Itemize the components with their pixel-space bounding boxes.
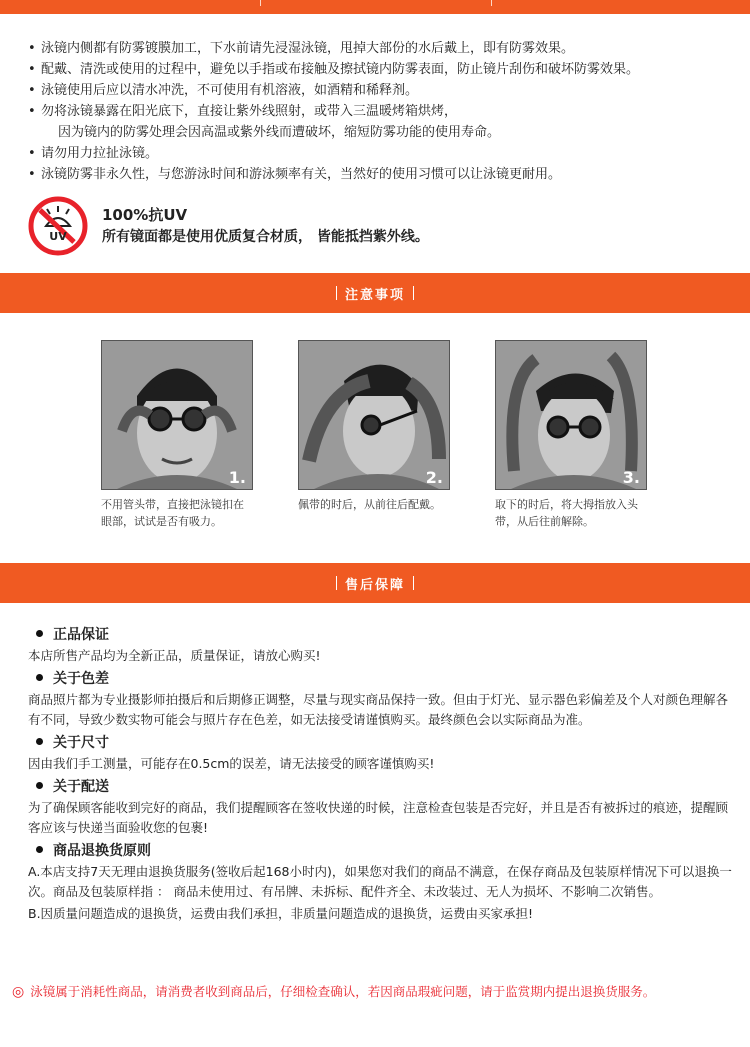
section-bar-after-sale bbox=[0, 563, 750, 603]
notice-ring-icon: ◎ bbox=[12, 984, 25, 1000]
care-tip: • 泳镜防雾非永久性，与您游泳时间和游泳频率有关，当然好的使用习惯可以让泳镜更耐用。 bbox=[28, 167, 562, 182]
step-3 bbox=[495, 340, 647, 530]
uv-protection-block bbox=[28, 196, 728, 266]
uv-description: 所有镜面都是使用优质复合材质， 皆能抵挡紫外线。 bbox=[102, 229, 429, 245]
after-sale-text: 为了确保顾客能收到完好的商品，我们提醒顾客在签收快递的时候，注意检查包装是否完好，并且是否有被拆过的痕迹，提醒顾客应该与快递当面验收您的包裹! bbox=[28, 800, 729, 835]
bullet-dot bbox=[36, 782, 43, 789]
care-tip: • 泳镜使用后应以清水冲洗，不可使用有机溶液，如酒精和稀释剂。 bbox=[28, 83, 419, 98]
swimmer-illustration-icon bbox=[496, 341, 646, 489]
swimmer-illustration-icon bbox=[102, 341, 252, 489]
after-sale-heading: 关于配送 bbox=[28, 776, 740, 798]
after-sale-heading: 正品保证 bbox=[28, 624, 740, 646]
notice-text: 泳镜属于消耗性商品，请消费者收到商品后，仔细检查确认，若因商品瑕疵问题，请于监赏期内提出退换货服务。 bbox=[30, 984, 656, 999]
step-1-illustration bbox=[101, 340, 253, 490]
divider bbox=[336, 576, 337, 590]
step-1 bbox=[101, 340, 253, 530]
after-sale-text: 本店所售产品均为全新正品，质量保证，请放心购买! bbox=[28, 648, 321, 663]
after-sale-text: 商品照片都为专业摄影师拍摄后和后期修正调整，尽量与现实商品保持一致。但由于灯光、显示器色彩偏差及个人对颜色理解各有不同，导致少数实物可能会与照片存在色差，如无法接受请谨慎购买。最终颜色会以实际商品为准。 bbox=[28, 692, 729, 727]
step-number: 3. bbox=[622, 468, 640, 487]
step-3-illustration bbox=[495, 340, 647, 490]
step-2 bbox=[298, 340, 450, 513]
after-sale-heading: 商品退换货原则 bbox=[28, 840, 740, 862]
consumable-notice bbox=[12, 982, 742, 1002]
step-2-illustration bbox=[298, 340, 450, 490]
after-sale-text: A.本店支持7天无理由退换货服务(签收后起168小时内)，如果您对我们的商品不满意，在保存商品及包装原样情况下可以退换一次。商品及包装原样指 ： 商品未使用过、有吊牌、未拆标、配件齐全、未改装过、无人为损坏、不影响二次销售。 bbox=[28, 864, 732, 899]
step-number: 1. bbox=[228, 468, 246, 487]
section-title-after-sale: 售后保障 bbox=[344, 577, 405, 593]
care-tip: • 泳镜内侧都有防雾镀膜加工，下水前请先浸湿泳镜，甩掉大部份的水后戴上，即有防雾效果。 bbox=[28, 41, 575, 56]
after-sale-heading: 关于尺寸 bbox=[28, 732, 740, 754]
bullet-dot bbox=[36, 738, 43, 745]
top-banner-title-frame bbox=[260, 0, 492, 6]
uv-title: 100%抗UV bbox=[102, 206, 188, 224]
uv-shield-icon bbox=[28, 196, 88, 256]
section-bar-notes bbox=[0, 273, 750, 313]
top-banner bbox=[0, 0, 750, 14]
care-tip: • 配戴、清洗或使用的过程中，避免以手指或布接触及擦拭镜内防雾表面，防止镜片刮伤和破坏防雾效果。 bbox=[28, 62, 640, 77]
after-sale-content bbox=[28, 624, 740, 926]
step-caption: 佩带的时后，从前往后配戴。 bbox=[298, 498, 441, 511]
bullet-dot bbox=[36, 630, 43, 637]
step-caption: 取下的时后，将大拇指放入头带，从后往前解除。 bbox=[495, 498, 638, 528]
care-tip-continuation: 因为镜内的防雾处理会因高温或紫外线而遭破坏，缩短防雾功能的使用寿命。 bbox=[58, 125, 501, 140]
bullet-dot bbox=[36, 846, 43, 853]
swimmer-illustration-icon bbox=[299, 341, 449, 489]
bullet-dot bbox=[36, 674, 43, 681]
step-number: 2. bbox=[425, 468, 443, 487]
after-sale-text: 因由我们手工测量，可能存在0.5cm的误差，请无法接受的顾客谨慎购买! bbox=[28, 756, 435, 771]
divider bbox=[413, 576, 414, 590]
after-sale-text: B.因质量问题造成的退换货，运费由我们承担，非质量问题造成的退换货，运费由买家承担! bbox=[28, 906, 534, 921]
section-title-notes: 注意事项 bbox=[344, 287, 405, 303]
divider bbox=[413, 286, 414, 300]
care-tips-list bbox=[28, 38, 728, 185]
step-caption: 不用管头带，直接把泳镜扣在眼部，试试是否有吸力。 bbox=[101, 498, 244, 528]
care-tip: • 勿将泳镜暴露在阳光底下，直接让紫外线照射，或带入三温暖烤箱烘烤， bbox=[28, 104, 458, 119]
after-sale-heading: 关于色差 bbox=[28, 668, 740, 690]
care-tip: • 请勿用力拉扯泳镜。 bbox=[28, 146, 159, 161]
svg-text:UV: UV bbox=[49, 230, 67, 243]
divider bbox=[336, 286, 337, 300]
